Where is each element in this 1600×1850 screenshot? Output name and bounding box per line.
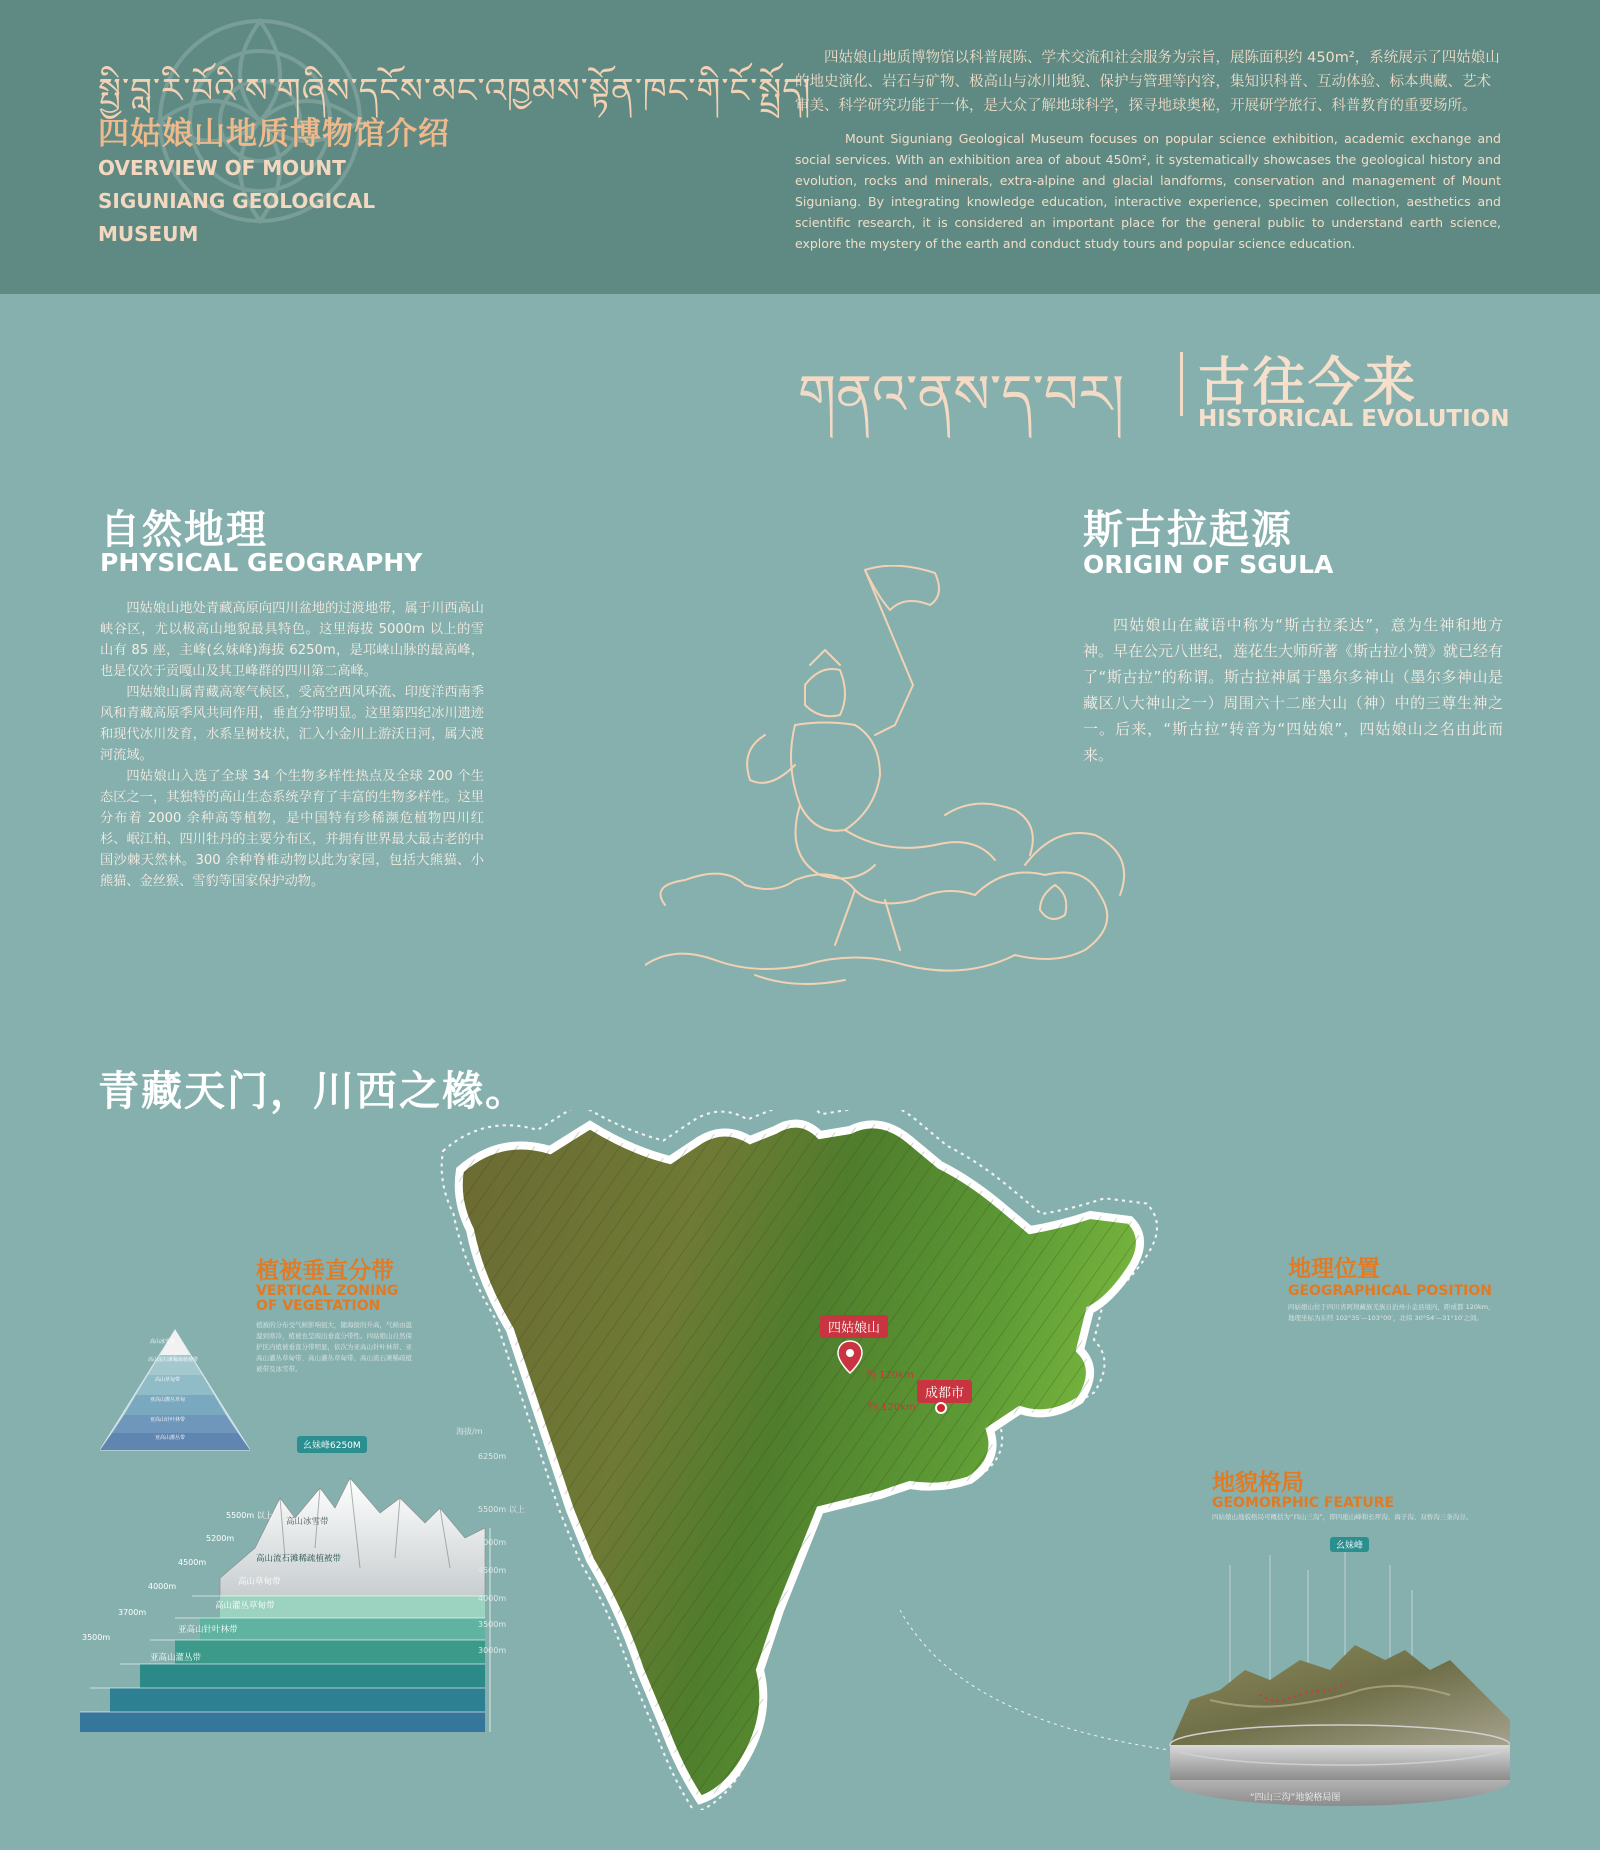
vegetation-title-cn: 植被垂直分带 <box>256 1258 394 1284</box>
physical-paragraph: 四姑娘山地处青藏高原向四川盆地的过渡地带，属于川西高山峡谷区，尤以极高山地貌最具特色。这里海拔 5000m 以上的雪山有 85 座，主峰(幺妹峰)海拔 6250m，是邛崃山脉的最高峰，也是仅次于贡嘎山及其卫峰群的四川第二高峰。 <box>100 601 484 679</box>
header-intro-cn: 四姑娘山地质博物馆以科普展陈、学术交流和社会服务为宗旨，展陈面积约 450m²，系统展示了四姑娘山的地史演化、岩石与矿物、极高山与冰川地貌、保护与管理等内容，集知识科普、互动体验、标本典藏、艺术审美、科学研究功能于一体，是大众了解地球科学，探寻地球奥秘，开展研学旅行、科普教育的重要场所。 <box>795 50 1500 114</box>
tibetan-header-title: སྤྱི་བླ་རི་བོའི་ས་གཞིས་དངོས་མང་འཁྱམས་སྟོན་ཁང་གི་ངོ་སྤྲོད། <box>98 71 812 111</box>
map-dot-chengdu <box>935 1402 947 1414</box>
map-pin-icon <box>837 1340 863 1374</box>
band-label: 高山流石滩稀疏植被带 <box>256 1554 342 1564</box>
origin-body: 四姑娘山在藏语中称为“斯古拉柔达”，意为生神和地方神。早在公元八世纪，莲花生大师所著《斯古拉小赞》就已经有了“斯古拉”的称谓。斯古拉神属于墨尔多神山（墨尔多神山是藏区八大神山之一）周围六十二座大山（神）中的三尊生神之一。后来，“斯古拉”转音为“四姑娘”，四姑娘山之名由此而来。 <box>1083 616 1504 764</box>
band-altitude: 4500m <box>178 1558 207 1567</box>
band-label: 高山灌丛草甸带 <box>215 1601 275 1611</box>
band-label: 高山草甸带 <box>238 1577 281 1587</box>
altitude-axis-title: 海拔/m <box>456 1427 483 1436</box>
geo-feature-peak-label: 幺妹峰 <box>1330 1537 1369 1552</box>
geo-feature-title-cn: 地貌格局 <box>1212 1470 1304 1496</box>
pyramid-label: 亚高山针叶林带 <box>150 1417 186 1423</box>
historical-divider <box>1180 352 1183 416</box>
origin-title-en: ORIGIN OF SGULA <box>1083 550 1334 579</box>
geo-position-description: 四姑娘山位于四川省阿坝藏族羌族自治州小金县境内，距成都 120km，地理坐标为东经 102°35′—103°00′，北纬 30°54′—31°10′之间。 <box>1288 1303 1495 1322</box>
pyramid-label: 高山流石滩稀疏植被带 <box>148 1357 199 1363</box>
slogan: 青藏天门，川西之橼。 <box>98 1067 528 1115</box>
geo-position-title-en: GEOGRAPHICAL POSITION <box>1288 1283 1492 1299</box>
axis-tick: 5500m 以上 <box>478 1505 525 1514</box>
physical-title-en: PHYSICAL GEOGRAPHY <box>100 548 423 577</box>
axis-tick: 5000m <box>478 1538 507 1547</box>
band-altitude: 3700m <box>118 1608 147 1617</box>
axis-tick: 3500m <box>478 1620 507 1629</box>
vegetation-title-en: VERTICAL ZONING OF VEGETATION <box>256 1283 399 1314</box>
origin-title-cn: 斯古拉起源 <box>1083 507 1293 553</box>
map-distance-siguniang: 约 120km <box>866 1370 914 1381</box>
pyramid-label: 高山冰雪带 <box>150 1339 176 1345</box>
vegetation-description: 植被的分布受气候影响很大，随海拔的升高，气候由温湿到寒冷，植被也呈现出垂直分带性。四姑娘山自然保护区内植被垂直分带明显，依次为亚高山针叶林带、亚高山灌丛草甸带、高山灌丛草甸带、高山流石滩稀疏植被带及冰雪带。 <box>256 1321 412 1373</box>
vegetation-peak-label: 幺妹峰6250M <box>297 1436 367 1453</box>
physical-paragraph: 四姑娘山属青藏高寒气候区，受高空西风环流、印度洋西南季风和青藏高原季风共同作用，垂直分带明显。这里第四纪冰川遗迹和现代冰川发育，水系呈树枝状，汇入小金川上游沃日河，属大渡河流域。 <box>100 685 484 763</box>
physical-paragraph: 四姑娘山入选了全球 34 个生物多样性热点及全球 200 个生态区之一，其独特的高山生态系统孕育了丰富的生物多样性。这里分布着 2000 余种高等植物，是中国特有珍稀濒危植物四川红杉、岷江柏、四川牡丹的主要分布区，并拥有世界最大最古老的中国沙棘天然林。300 余种脊椎动物以此为家园，包括大熊猫、小熊猫、金丝猴、雪豹等国家保护动物。 <box>100 769 484 889</box>
geo-feature-caption: “四山三沟”地貌格局图 <box>1250 1793 1341 1803</box>
band-label: 高山冰雪带 <box>286 1517 329 1527</box>
axis-tick: 3000m <box>478 1646 507 1655</box>
pyramid-label: 高山草甸带 <box>155 1377 181 1383</box>
band-altitude: 5200m <box>206 1534 235 1543</box>
band-altitude: 5500m 以上 <box>226 1511 273 1520</box>
header-band <box>0 0 1600 294</box>
band-altitude: 3500m <box>82 1633 111 1642</box>
map-leader-line <box>900 1610 1180 1755</box>
geo-position-title-cn: 地理位置 <box>1288 1256 1380 1282</box>
historical-title-en: HISTORICAL EVOLUTION <box>1198 406 1510 432</box>
map-label-chengdu: 成都市 <box>917 1380 972 1403</box>
axis-tick: 4500m <box>478 1566 507 1575</box>
historical-tibetan-title: གནའ་ནས་ད་བར། <box>798 363 1125 426</box>
header-title-en: OVERVIEW OF MOUNT SIGUNIANG GEOLOGICAL MUSEUM <box>98 156 376 246</box>
band-altitude: 4000m <box>148 1582 177 1591</box>
geo-feature-title-en: GEOMORPHIC FEATURE <box>1212 1495 1395 1511</box>
geo-feature-description: 四姑娘山地貌格局可概括为“四山三沟”，即四座山峰和长坪沟、海子沟、双桥沟三条沟谷。 <box>1212 1513 1473 1521</box>
header-intro-en: Mount Siguniang Geological Museum focuses on popular science exhibition, academic exchange and social services. With an exhibition area of about 450m², it systematically showcases the geological history and evolution, rocks and minerals, extra-alpine and glacial landforms, conservation and management of Mount Siguniang. By integrating knowledge education, interactive experience, specimen collection, aesthetics and scientific research, it is considered an important place for the general public to understand earth science, explore the mystery of the earth and conduct study tours and popular science education. <box>795 131 1501 251</box>
axis-tick: 6250m <box>478 1452 507 1461</box>
axis-tick: 4000m <box>478 1594 507 1603</box>
historical-title-cn: 古往今来 <box>1198 353 1419 413</box>
sgula-deity-line-art <box>645 565 1155 995</box>
map-distance-chengdu: 约 120km <box>868 1402 916 1413</box>
header-title-cn: 四姑娘山地质博物馆介绍 <box>98 116 450 152</box>
band-label: 亚高山针叶林带 <box>178 1625 238 1635</box>
pyramid-label: 亚高山灌丛草甸 <box>150 1397 186 1403</box>
pyramid-label: 亚高山灌丛带 <box>155 1435 186 1441</box>
map-label-siguniang: 四姑娘山 <box>820 1315 888 1338</box>
physical-body <box>100 598 484 892</box>
band-label: 亚高山灌丛带 <box>150 1653 202 1663</box>
physical-title-cn: 自然地理 <box>100 507 268 553</box>
terrain-model <box>1150 1520 1510 1810</box>
